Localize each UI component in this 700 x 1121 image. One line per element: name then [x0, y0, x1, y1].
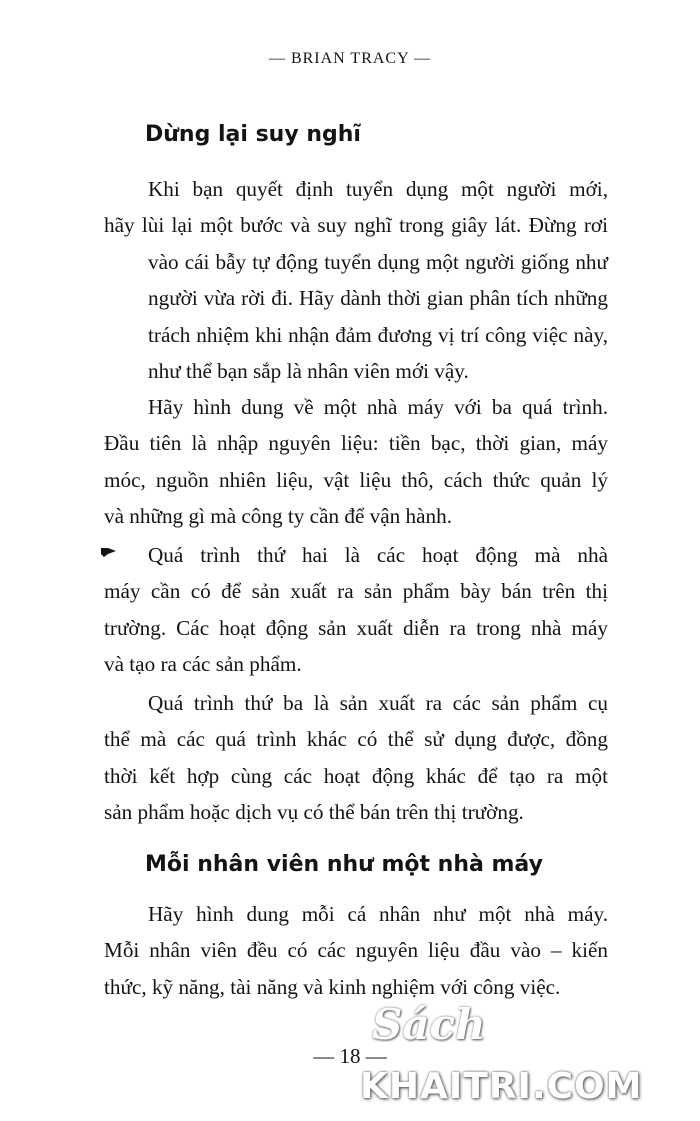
section-heading-stop-and-think: Dừng lại suy nghĩ — [145, 122, 361, 147]
text-line: Đầu tiên là nhập nguyên liệu: tiền bạc, thời gian, máy — [104, 431, 608, 456]
page-number: — 18 — — [313, 1044, 387, 1068]
text-line: Hãy hình dung về một nhà máy với ba quá trình. — [148, 395, 608, 419]
watermark-brand: KHAITRI.COM — [360, 1066, 643, 1107]
text-line: Mỗi nhân viên đều có các nguyên liệu đầu vào – kiến — [104, 938, 608, 963]
paragraph — [104, 389, 608, 535]
text-line: Quá trình thứ ba là sản xuất ra các sản phẩm cụ — [148, 691, 608, 715]
text-line: móc, nguồn nhiên liệu, vật liệu thô, cách thức quản lý — [104, 467, 608, 492]
paragraph — [104, 171, 608, 389]
text-line: Khi bạn quyết định tuyển dụng một người mới, — [148, 177, 608, 201]
text-line: và tạo ra các sản phẩm. — [104, 652, 302, 677]
text-line: Hãy hình dung mỗi cá nhân như một nhà máy. — [148, 902, 608, 926]
paragraph — [104, 685, 608, 831]
paragraph — [104, 537, 608, 683]
text-line: thức, kỹ năng, tài năng và kinh nghiệm với công việc. — [104, 974, 561, 999]
text-line: như thể bạn sắp là nhân viên mới vậy. — [148, 359, 469, 384]
text-line: sản phẩm hoặc dịch vụ có thể bán trên thị trường. — [104, 800, 524, 825]
text-line: và những gì mà công ty cần để vận hành. — [104, 504, 453, 529]
watermark-script: Sách — [372, 1000, 486, 1049]
text-line: người vừa rời đi. Hãy dành thời gian phân tích những — [148, 286, 608, 311]
text-line: thể mà các quá trình khác có thể sử dụng được, đồng — [104, 727, 608, 752]
text-line: thời kết hợp cùng các hoạt động khác để tạo ra một — [104, 763, 608, 788]
text-line: Quá trình thứ hai là các hoạt động mà nhà — [148, 543, 608, 567]
running-head: — BRIAN TRACY — — [268, 50, 432, 67]
section-heading-employee-as-factory: Mỗi nhân viên như một nhà máy — [145, 852, 543, 877]
text-line: trách nhiệm khi nhận đảm đương vị trí công việc này, — [148, 322, 608, 347]
text-line: vào cái bẫy tự động tuyển dụng một người giống như — [148, 249, 608, 274]
text-line: trường. Các hoạt động sản xuất diễn ra trong nhà máy — [104, 615, 608, 640]
text-line: máy cần có để sản xuất ra sản phẩm bày bán trên thị — [104, 579, 608, 604]
text-line: hãy lùi lại một bước và suy nghĩ trong giây lát. Đừng rơi — [104, 213, 608, 238]
paragraph — [104, 896, 608, 1005]
